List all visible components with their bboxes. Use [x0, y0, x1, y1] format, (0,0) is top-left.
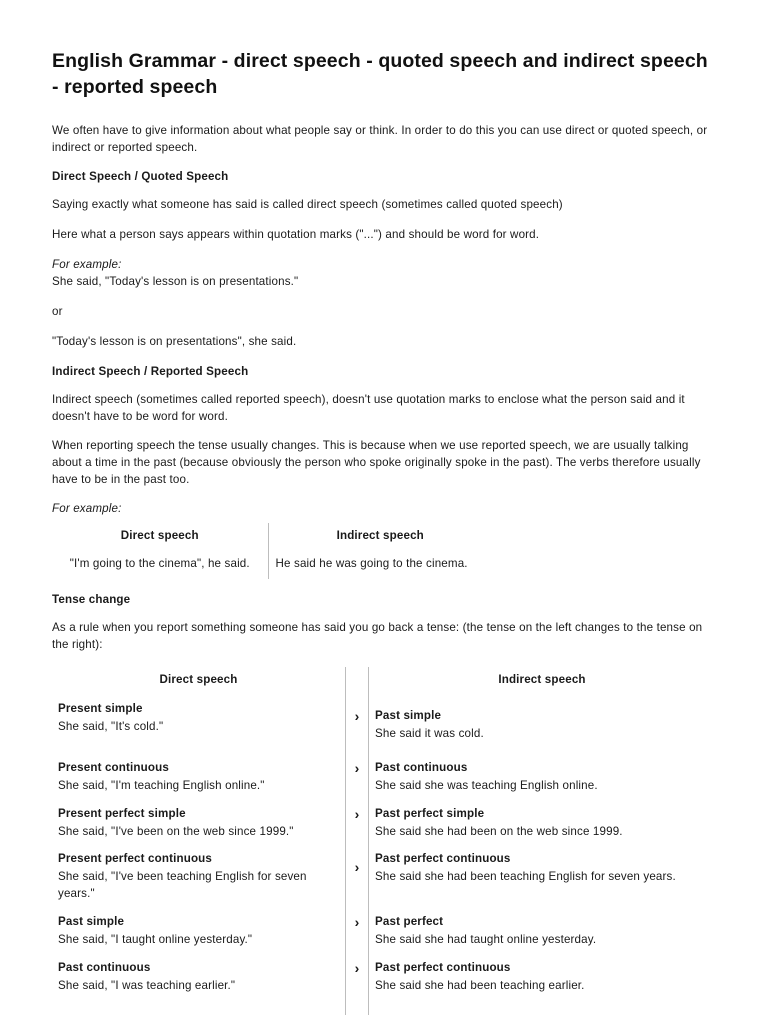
direct-tense-cell [58, 759, 342, 794]
direct-tense-name: Present perfect continuous [58, 852, 213, 865]
table-divider-right [368, 667, 369, 1015]
indirect-tense-cell [375, 850, 705, 885]
chevron-right-icon: › [354, 914, 360, 930]
chevron-right-icon: › [354, 960, 360, 976]
direct-example-or: or [52, 305, 63, 318]
indirect-tense-name: Past continuous [375, 761, 468, 774]
indirect-tense-example: She said she was teaching English online. [375, 778, 598, 792]
tense-table-header-indirect: Indirect speech [498, 673, 586, 686]
indirect-tense-cell [375, 707, 705, 742]
chevron-right-icon: › [354, 859, 360, 875]
chevron-right-icon: › [354, 708, 360, 724]
indirect-speech-tense-note: When reporting speech the tense usually changes. This is because when we use reported speech, we are usually talking about a time in the past (because obviously the person who spoke originally spoke in the past). The verbs therefore usually have to be in the past too. [52, 439, 701, 486]
chevron-right-icon: › [354, 806, 360, 822]
direct-tense-name: Present continuous [58, 761, 169, 774]
example-table-indirect-column [269, 523, 492, 579]
indirect-tense-cell [375, 913, 705, 948]
example-table [52, 523, 492, 579]
indirect-tense-cell [375, 959, 705, 994]
indirect-tense-cell [375, 759, 705, 794]
direct-speech-heading: Direct Speech / Quoted Speech [52, 170, 229, 183]
direct-tense-cell [58, 959, 342, 994]
direct-example-1: She said, "Today's lesson is on presentations." [52, 275, 299, 288]
direct-tense-name: Present simple [58, 702, 143, 715]
direct-tense-example: She said, "I taught online yesterday." [58, 932, 253, 946]
indirect-tense-example: She said it was cold. [375, 726, 484, 740]
example-table-direct-column [52, 523, 269, 579]
tense-change-rule: As a rule when you report something someone has said you go back a tense: (the tense on the left changes to the tense on the right): [52, 621, 703, 651]
indirect-speech-heading: Indirect Speech / Reported Speech [52, 365, 249, 378]
indirect-tense-name: Past simple [375, 709, 442, 722]
direct-example-label: For example: [52, 258, 122, 271]
direct-tense-example: She said, "I was teaching earlier." [58, 978, 236, 992]
indirect-tense-name: Past perfect [375, 915, 444, 928]
direct-tense-cell [58, 805, 342, 840]
indirect-speech-definition: Indirect speech (sometimes called reported speech), doesn't use quotation marks to enclose what the person said and it doesn't have to be word for word. [52, 393, 685, 423]
direct-tense-cell [58, 913, 342, 948]
page-title: English Grammar - direct speech - quoted speech and indirect speech - reported speech [52, 50, 708, 98]
direct-tense-example: She said, "I've been on the web since 1999." [58, 824, 294, 838]
tense-table-header-direct: Direct speech [159, 673, 238, 686]
tense-change-table [52, 667, 716, 1015]
indirect-example-label: For example: [52, 502, 122, 515]
direct-tense-cell [58, 700, 342, 735]
direct-tense-name: Present perfect simple [58, 807, 186, 820]
chevron-right-icon: › [354, 760, 360, 776]
indirect-tense-name: Past perfect simple [375, 807, 485, 820]
direct-example-2: "Today's lesson is on presentations", she said. [52, 335, 297, 348]
direct-tense-example: She said, "It's cold." [58, 719, 164, 733]
indirect-tense-name: Past perfect continuous [375, 961, 511, 974]
direct-speech-quotes-note: Here what a person says appears within quotation marks ("...") and should be word for word. [52, 228, 540, 241]
example-table-header-direct: Direct speech [120, 529, 199, 542]
direct-speech-definition: Saying exactly what someone has said is called direct speech (sometimes called quoted speech) [52, 198, 563, 211]
direct-tense-cell [58, 850, 342, 903]
indirect-tense-example: She said she had been on the web since 1999. [375, 824, 623, 838]
indirect-tense-example: She said she had been teaching English for seven years. [375, 869, 676, 883]
direct-tense-example: She said, "I'm teaching English online." [58, 778, 265, 792]
indirect-tense-name: Past perfect continuous [375, 852, 511, 865]
example-table-cell-indirect: He said he was going to the cinema. [275, 557, 468, 570]
indirect-tense-cell [375, 805, 705, 840]
example-table-header-indirect: Indirect speech [336, 529, 424, 542]
direct-tense-name: Past simple [58, 915, 125, 928]
indirect-tense-example: She said she had taught online yesterday. [375, 932, 597, 946]
indirect-tense-example: She said she had been teaching earlier. [375, 978, 585, 992]
direct-tense-example: She said, "I've been teaching English for seven years." [58, 869, 307, 900]
direct-tense-name: Past continuous [58, 961, 151, 974]
intro-paragraph: We often have to give information about what people say or think. In order to do this you can use direct or quoted speech, or indirect or reported speech. [52, 124, 708, 154]
example-table-cell-direct: "I'm going to the cinema", he said. [69, 557, 250, 570]
tense-change-heading: Tense change [52, 593, 131, 606]
